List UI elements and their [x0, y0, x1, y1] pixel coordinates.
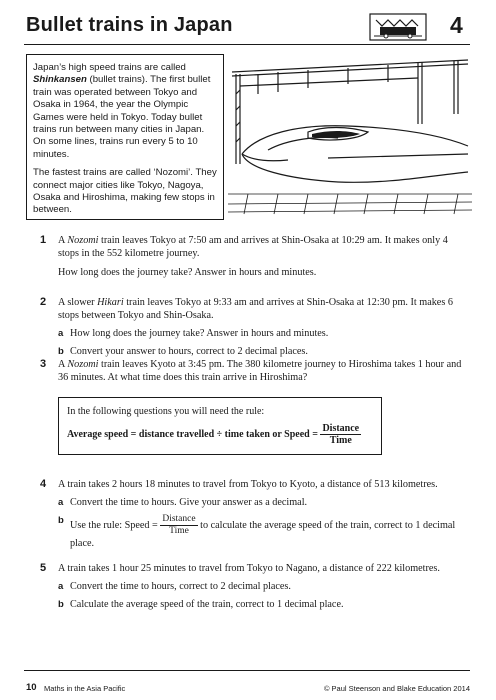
- question-text: A Nozomi train leaves Kyoto at 3:45 pm. The 380 kilometre journey to Hiroshima takes 1 hour and 36 minutes. At what time does this train arrive in Hiroshima?: [58, 359, 462, 383]
- question-number: 3: [40, 358, 47, 370]
- question-prompt: How long does the journey take? Answer in hours and minutes.: [58, 267, 317, 278]
- speed-formula: Average speed = distance travelled ÷ time taken or Speed = $\frac{\text{Distance}}{\text{Time}}$: [67, 423, 360, 446]
- question-number: 1: [40, 234, 47, 246]
- question-text: A slower Hikari train leaves Tokyo at 9:33 am and arrives at Shin-Osaka at 12:30 pm. It makes 6 stops between Tokyo and Shin-Osaka.: [58, 297, 453, 321]
- intro-paragraph-2: The fastest trains are called ‘Nozomi’. They connect major cities like Tokyo, Nagoya, Osaka and Hiroshima, making few stops in between.: [33, 167, 217, 216]
- page-footer: [24, 670, 470, 694]
- subquestion-b: b Use the rule: Speed = $\frac{\text{Distance}}{\text{Time}}$ to calculate the average speed of the train, correct to 1 decimal place.: [58, 514, 456, 549]
- footer-copyright: © Paul Steenson and Blake Education 2014: [323, 684, 470, 693]
- footer-page-number: 10: [26, 682, 37, 693]
- question-number: 4: [40, 478, 47, 490]
- header-divider: [24, 44, 470, 45]
- footer-book-title: Maths in the Asia Pacific: [44, 684, 126, 693]
- topic-logo: [368, 10, 428, 44]
- subquestion-a: a How long does the journey take? Answer in hours and minutes.: [58, 328, 329, 339]
- question-text: A train takes 1 hour 25 minutes to travel from Tokyo to Nagano, a distance of 222 kilometres.: [58, 563, 440, 574]
- question-number: 5: [40, 562, 47, 574]
- page-title: Bullet trains in Japan: [26, 14, 233, 36]
- subquestion-a: a Convert the time to hours. Give your answer as a decimal.: [58, 497, 308, 508]
- footer-divider: [24, 670, 470, 671]
- worksheet-number: 4: [450, 12, 463, 38]
- rule-box: [58, 397, 382, 455]
- intro-box: [26, 54, 224, 220]
- question-text: A Nozomi train leaves Tokyo at 7:50 am and arrives at Shin-Osaka at 10:29 am. It makes only 4 stops in the 552 kilometre journey.: [58, 235, 448, 259]
- question-text: A train takes 2 hours 18 minutes to travel from Tokyo to Kyoto, a distance of 513 kilometres.: [58, 479, 438, 490]
- subquestion-b: b Convert your answer to hours, correct to 2 decimal places.: [58, 346, 308, 357]
- rule-intro: In the following questions you will need the rule:: [67, 406, 265, 417]
- question-number: 2: [40, 296, 47, 308]
- shinkansen-term: Shinkansen: [33, 74, 87, 86]
- bullet-train-illustration: [228, 54, 472, 220]
- subquestion-b: b Calculate the average speed of the train, correct to 1 decimal place.: [58, 599, 344, 610]
- intro-paragraph-1: Japan’s high speed trains are called Shinkansen (bullet trains). The first bullet train was operated between Tokyo and Osaka in 1964, the year the Olympic Games were held in Tokyo. Today bullet trains run between many cities in Japan. On some lines, trains run every 5 to 10 minutes.: [33, 62, 211, 160]
- subquestion-a: a Convert the time to hours, correct to 2 decimal places.: [58, 581, 291, 592]
